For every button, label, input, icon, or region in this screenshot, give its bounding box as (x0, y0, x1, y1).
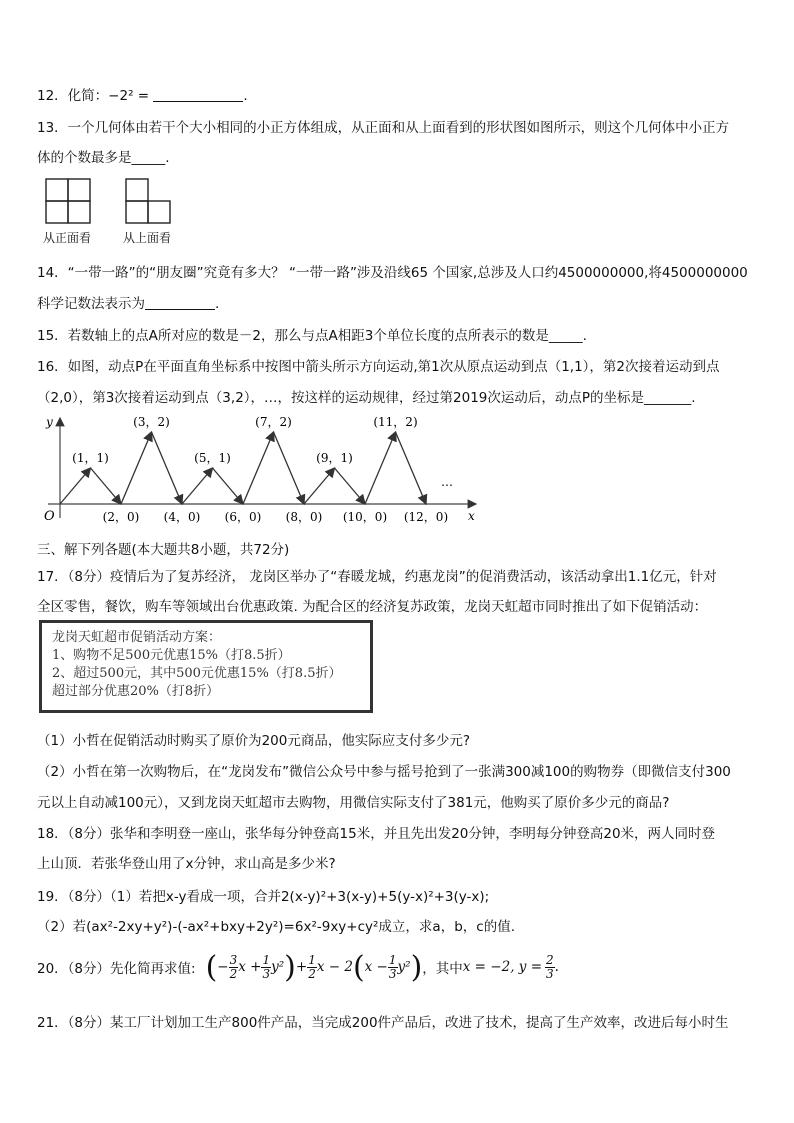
front-view-figure (45, 178, 91, 224)
question-12 (37, 84, 248, 104)
origin-label: O (44, 509, 55, 524)
point-label: (10，0) (342, 510, 388, 524)
question-14-line1: 14．“一带一路”的“朋友圈”究竟有多大？ “一带一路”涉及沿线65 个国家,总涉及人口约4500000000,将4500000000 (37, 265, 748, 281)
path-segment (182, 468, 213, 504)
point-label: (1，1) (72, 451, 109, 465)
promotion-rule-1: 1、购物不足500元优惠15%（打8.5折） (52, 648, 291, 663)
q12-text: 12．化简：−2² = (37, 88, 150, 104)
answer-blank[interactable] (153, 87, 243, 102)
path-segment (91, 468, 122, 504)
q20-expression: ( − $\frac{3}{2}$ x + $\frac{1}{3}$ y² ) + $\frac{1}{2}$ x − 2 ( x − $\frac{1}{3}$ y² ) (205, 949, 423, 985)
question-20: 20．（8分）先化简再求值: ( − $\frac{3}{2}$ x + $\frac{1}{3}$ y² ) + $\frac{1}{2}$ x − 2 ( x − $\frac{1}{3}$ y² ) ，其中 x = −2, y = $\frac{2}{3}$ . (37, 949, 559, 985)
y-axis-label: y (46, 415, 53, 429)
point-label: (3，2) (133, 415, 170, 429)
q14-line2-text: 科学记数法表示为 (37, 296, 145, 312)
answer-blank[interactable] (145, 295, 215, 310)
promotion-title: 龙岗天虹超市促销活动方案： (52, 630, 222, 645)
question-19-line2: （2）若(ax²-2xy+y²)-(-ax²+bxy+2y²)=6x²-9xy+cy²成立，求a，b，c的值. (37, 919, 515, 935)
q12-end: . (243, 88, 248, 104)
question-14-line2 (37, 292, 219, 312)
question-19-line1: 19．（8分）（1）若把x-y看成一项，合并2(x-y)²+3(x-y)+5(y-x)²+3(y-x); (37, 889, 490, 905)
question-13-line1: 13．一个几何体由若干个大小相同的小正方体组成，从正面和从上面看到的形状图如图所示，则这个几何体中小正方 (37, 120, 730, 136)
point-label: (6，0) (224, 510, 262, 524)
point-label: (7，2) (255, 415, 292, 429)
path-segment (335, 468, 366, 504)
question-15: 15．若数轴上的点A所对应的数是－2，那么与点A相距3个单位长度的点所表示的数是_____. (37, 328, 587, 344)
path-segment (152, 432, 183, 504)
path-segment (60, 468, 91, 504)
promotion-rule-3: 超过部分优惠20%（打8折） (52, 684, 220, 699)
section-3-title: 三、解下列各题(本大题共8小题，共72分) (37, 542, 290, 558)
point-label: (2，0) (102, 510, 140, 524)
point-label: (5，1) (194, 451, 231, 465)
path-segment (274, 432, 305, 504)
question-17-line2: 全区零售，餐饮，购车等领域出台优惠政策. 为配合区的经济复苏政策，龙岗天虹超市同时推出了如下促销活动： (37, 599, 708, 615)
q14-end: . (215, 296, 220, 312)
q20-prefix: 20．（8分）先化简再求值: (37, 961, 196, 977)
question-17-sub2-line2: 元以上自动减100元），又到龙岗天虹超市去购物，用微信实际支付了381元，他购买了原价多少元的商品? (37, 795, 670, 811)
question-17-sub2-line1: （2）小哲在第一次购物后，在“龙岗发布”微信公众号中参与摇号抢到了一张满300减100的购物券（即微信支付300 (37, 764, 731, 780)
question-21-line1: 21．（8分）某工厂计划加工生产800件产品，当完成200件产品后，改进了技术，提高了生产效率，改进后每小时生 (37, 1015, 729, 1031)
path-segment (213, 468, 244, 504)
path-segment (243, 432, 274, 504)
top-view-label: 从上面看 (123, 231, 172, 245)
point-label: (12，0) (403, 510, 449, 524)
question-18-line1: 18．（8分）张华和李明登一座山，张华每分钟登高15米，并且先出发20分钟，李明每分钟登高20米，两人同时登 (37, 826, 716, 842)
question-18-line2: 上山顶．若张华登山用了x分钟，求山高是多少米? (37, 856, 336, 872)
question-13-line2: 体的个数最多是_____. (37, 150, 170, 166)
q20-condition: x = −2, y = (462, 959, 543, 975)
question-17-sub1: （1）小哲在促销活动时购买了原价为200元商品，他实际应支付多少元? (37, 733, 471, 749)
question-16-line2: （2,0），第3次接着运动到点（3,2），…，按这样的运动规律，经过第2019次运动后，动点P的坐标是_______. (37, 390, 696, 406)
motion-path-chart (36, 412, 486, 530)
point-label: (11，2) (373, 415, 418, 429)
front-view-label: 从正面看 (43, 231, 92, 245)
continuation-ellipsis: … (441, 475, 453, 489)
path-segment (396, 432, 427, 504)
question-16-line1: 16．如图，动点P在平面直角坐标系中按图中箭头所示方向运动,第1次从原点运动到点（1,1），第2次接着运动到点 (37, 359, 720, 375)
promotion-rule-2: 2、超过500元，其中500元优惠15%（打8.5折） (52, 666, 342, 681)
path-segment (121, 432, 152, 504)
promotion-box (39, 620, 373, 713)
top-view-figure (125, 178, 171, 224)
point-label: (9，1) (316, 451, 353, 465)
question-17-line1: 17．（8分）疫情后为了复苏经济， 龙岗区举办了“春暖龙城，约惠龙岗”的促消费活动，该活动拿出1.1亿元，针对 (37, 569, 717, 585)
q20-suffix: ，其中 (422, 961, 463, 977)
path-segment (304, 468, 335, 504)
point-label: (8，0) (285, 510, 323, 524)
path-segment (365, 432, 396, 504)
x-axis-label: x (468, 509, 475, 523)
point-label: (4，0) (163, 510, 201, 524)
